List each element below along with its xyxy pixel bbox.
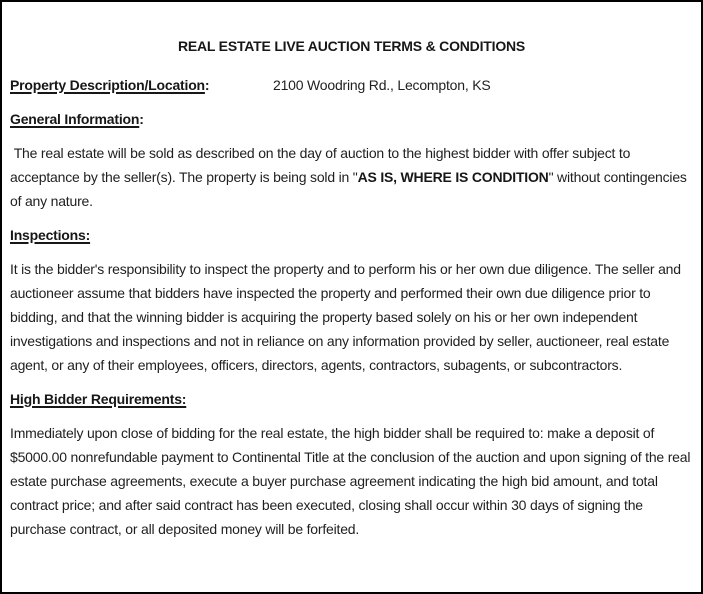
general-text-start: The real estate will be sold as described on the day of auction to the highest bidder with offer subject to acceptance by the seller(s). The property is being sold in " [10,145,634,185]
section-heading-inspections: Inspections: [10,227,91,243]
document-title: REAL ESTATE LIVE AUCTION TERMS & CONDITIONS [177,38,526,54]
property-label: Property Description/Location: [10,77,210,93]
general-heading-colon: : [139,111,144,127]
as-is-bold-phrase: AS IS, WHERE IS CONDITION [357,169,549,185]
section-heading-high-bidder: High Bidder Requirements: [10,391,187,407]
paragraph-high-bidder: Immediately upon close of bidding for the real estate, the high bidder shall be required to: make a deposit of $5000.00 nonrefundable payment to Continental Title at the conclusion of the auction and upon signing of the real estate purchase agreements, execute a buyer purchase agreement indicating the high bid amount, and total contract price; and after said contract has been executed, closing shall occur within 30 days of signing the purchase contract, or all deposited money will be forfeited. [10,425,694,537]
paragraph-inspections: It is the bidder's responsibility to inspect the property and to perform his or her own due diligence. The seller and auctioneer assume that bidders have inspected the property and performed their own due diligence prior to bidding, and that the winning bidder is acquiring the property based solely on his or her own independent investigations and inspections and not in reliance on any information provided by seller, auctioneer, real estate agent, or any of their employees, officers, directors, agents, contractors, subagents, or subcontractors. [10,261,685,373]
section-heading-general: General Information: [10,111,144,127]
property-label-colon: : [204,77,210,93]
paragraph-general [10,141,693,213]
general-text-end: " without contingencies of any nature. [10,169,691,209]
property-value: 2100 Woodring Rd., Lecompton, KS [273,77,491,93]
property-line [10,73,693,97]
